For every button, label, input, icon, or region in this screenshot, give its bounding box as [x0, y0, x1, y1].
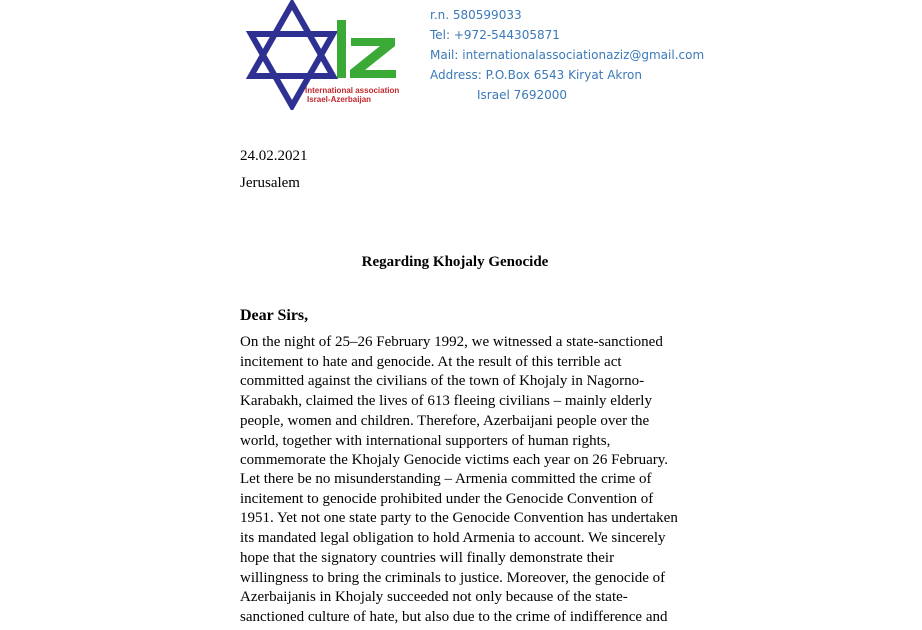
paragraph-line: commemorate the Khojaly Genocide victims each year on 26 February. — [240, 452, 669, 469]
logo-caption-line1: International association — [305, 86, 400, 95]
postal-address-line2: Israel 7692000 — [477, 88, 568, 102]
paragraph-line: its mandated legal obligation to hold Armenia to account. We sincerely — [240, 530, 666, 547]
paragraph-line: sanctioned culture of hate, but also due to the crime of indifference and — [240, 608, 668, 625]
paragraph-2 — [240, 470, 680, 628]
logo-caption-line2: Israel-Azerbaijan — [307, 95, 372, 104]
email-address: Mail: internationalassociationaziz@gmail.com — [430, 48, 705, 62]
paragraph-line: willingness to bring the criminals to justice. Moreover, the genocide of — [240, 569, 666, 586]
logo-letter-l — [337, 20, 346, 78]
paragraph-line: incitement to hate and genocide. At the result of this terrible act — [240, 353, 622, 370]
paragraph-line: Let there be no misunderstanding – Armenia committed the crime of — [240, 471, 652, 487]
postal-address-line1: Address: P.O.Box 6543 Kiryat Akron — [430, 68, 642, 82]
logo-letter-z — [350, 38, 396, 78]
logo-triangle-up — [251, 4, 333, 76]
paragraph-line: On the night of 25–26 February 1992, we witnessed a state-sanctioned — [240, 334, 663, 350]
paragraph-line: Karabakh, claimed the lives of 613 fleeing civilians – mainly elderly — [240, 393, 652, 410]
telephone: Tel: +972-544305871 — [430, 28, 560, 42]
paragraph-line: committed against the civilians of the town of Khojaly in Nagorno- — [240, 373, 645, 390]
letter-date: 24.02.2021 — [240, 148, 308, 164]
paragraph-line: 1951. Yet not one state party to the Genocide Convention has undertaken — [240, 510, 678, 527]
paragraph-line: people, women and children. Therefore, Azerbaijani people over the — [240, 412, 650, 429]
paragraph-1 — [240, 333, 680, 471]
letter-subject: Regarding Khojaly Genocide — [361, 254, 549, 270]
registration-number: r.n. 580599033 — [430, 8, 522, 22]
contact-block — [430, 5, 704, 105]
logo-caption — [305, 86, 399, 104]
paragraph-line: Azerbaijanis in Khojaly succeeded not only because of the state- — [240, 589, 628, 606]
salutation: Dear Sirs, — [240, 307, 309, 324]
paragraph-line: hope that the signatory countries will finally demonstrate their — [240, 549, 615, 566]
paragraph-line: incitement to genocide prohibited under the Genocide Convention of — [240, 490, 654, 507]
letter-city: Jerusalem — [240, 175, 300, 191]
paragraph-line: world, together with international supporters of human rights, — [240, 432, 611, 449]
